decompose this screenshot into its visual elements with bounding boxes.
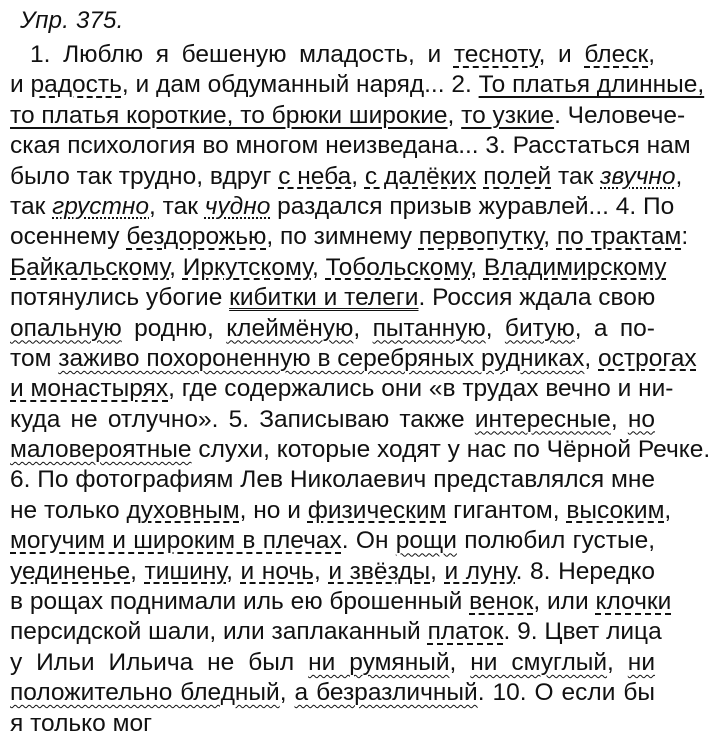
text-fragment: и: [10, 71, 31, 99]
text-fragment: . 8. Нередко: [515, 557, 656, 585]
text-fragment: не только: [10, 496, 127, 524]
text-fragment: полюбил густые,: [456, 527, 655, 555]
text-fragment: ,: [353, 314, 373, 342]
text-line: [10, 557, 655, 587]
underlined-fragment: то платья короткие, то брюки широкие: [10, 101, 448, 129]
text-fragment: ская психология во многом неизведана... 3. Расстаться нам: [10, 132, 691, 160]
underlined-fragment: радость: [30, 71, 122, 99]
text-line: [10, 344, 697, 374]
text-fragment: ,: [169, 253, 183, 281]
text-fragment: , или: [533, 588, 596, 616]
underlined-fragment: высоким: [566, 496, 665, 524]
underlined-fragment: грустно: [52, 192, 150, 220]
underlined-fragment: То платья длинные,: [478, 71, 705, 99]
underlined-fragment: положительно бледный: [10, 679, 280, 707]
text-fragment: персидской шали, или заплаканный: [10, 618, 428, 646]
text-fragment: ,: [470, 253, 484, 281]
underlined-fragment: и звёзды: [328, 557, 431, 585]
underlined-fragment: опальную: [10, 314, 122, 342]
text-line: [10, 222, 689, 252]
text-fragment: родню,: [121, 314, 227, 342]
text-fragment: ,: [610, 405, 628, 433]
text-fragment: у Ильи Ильича не был: [10, 648, 309, 676]
text-line: [10, 496, 672, 526]
underlined-fragment: звучно: [600, 162, 676, 190]
text-line: [10, 314, 655, 344]
text-fragment: ,: [447, 101, 462, 129]
text-fragment: 1. Люблю я бешеную младость, и: [30, 41, 454, 68]
underlined-fragment: и ночь: [240, 557, 314, 585]
underlined-fragment: могучим и широким в плечах: [10, 527, 342, 555]
text-fragment: ,: [648, 41, 655, 68]
text-fragment: так: [551, 162, 601, 190]
text-fragment: ,: [313, 557, 329, 585]
underlined-fragment: тишину: [144, 557, 227, 585]
underlined-fragment: рощи: [395, 527, 457, 555]
underlined-fragment: физическим: [307, 496, 447, 524]
text-fragment: , и дам обдуманный наряд... 2.: [121, 71, 479, 99]
text-fragment: :: [681, 223, 689, 251]
text-fragment: так: [10, 192, 53, 220]
underlined-fragment: Байкальскому: [10, 253, 170, 281]
text-fragment: . Он: [341, 527, 396, 555]
underlined-fragment: духовным: [126, 496, 240, 524]
text-fragment: . Россия ждала свою: [418, 284, 656, 312]
text-line: [10, 283, 655, 313]
text-fragment: , а по-: [574, 314, 655, 342]
underlined-fragment: клочки: [595, 588, 672, 616]
underlined-fragment: чудно: [204, 192, 271, 220]
underlined-fragment: и луну: [444, 557, 516, 585]
underlined-fragment: а безразличный: [294, 679, 478, 707]
text-line: [10, 253, 667, 283]
text-fragment: потянулись убогие: [10, 284, 230, 312]
underlined-fragment: маловероятные: [10, 436, 192, 464]
underlined-fragment: платок: [427, 618, 504, 646]
text-line: [10, 617, 662, 647]
text-fragment: . 9. Цвет лица: [503, 618, 662, 646]
underlined-fragment: клеймёную: [226, 314, 354, 342]
exercise-text: [10, 40, 710, 739]
text-fragment: , и: [538, 41, 585, 68]
underlined-fragment: с далёких: [364, 162, 477, 190]
text-fragment: ,: [311, 253, 326, 281]
text-fragment: ,: [675, 162, 683, 190]
text-fragment: гигантом,: [446, 496, 567, 524]
text-line: [10, 70, 705, 100]
text-fragment: . 10. О если бы: [477, 679, 655, 707]
text-line: [10, 162, 683, 192]
underlined-fragment: но: [627, 405, 655, 433]
underlined-fragment: заживо похороненную в серебряных рудниках: [58, 344, 585, 372]
text-fragment: ,: [664, 496, 672, 524]
text-fragment: ,: [584, 344, 599, 372]
text-fragment: , по зимнему: [266, 223, 419, 251]
text-fragment: ,: [543, 223, 557, 251]
underlined-fragment: уединенье: [10, 557, 131, 585]
underlined-fragment: ни: [627, 648, 656, 676]
text-fragment: , где содержались они «в трудах вечно и ни-: [168, 375, 674, 403]
underlined-fragment: блеск: [584, 41, 649, 68]
text-line: [10, 192, 675, 222]
text-line: [10, 435, 710, 465]
underlined-fragment: ни румяный: [308, 648, 450, 676]
text-fragment: слухи, которые ходят у нас по Чёрной Речке.: [191, 436, 710, 464]
underlined-fragment: первопутку: [418, 223, 544, 251]
underlined-fragment: полей: [483, 162, 552, 190]
text-fragment: я только мог: [10, 709, 152, 737]
text-fragment: было так трудно, вдруг: [10, 162, 279, 190]
text-fragment: ,: [279, 679, 295, 707]
underlined-fragment: Тобольскому: [325, 253, 471, 281]
text-fragment: ,: [130, 557, 145, 585]
text-fragment: ,: [449, 648, 471, 676]
underlined-fragment: острогах: [598, 344, 697, 372]
text-line: [10, 101, 686, 131]
underlined-fragment: кибитки и телеги: [229, 284, 419, 312]
text-line: [10, 40, 655, 70]
text-fragment: раздался призыв журавлей... 4. По: [270, 192, 675, 220]
text-fragment: куда не отлучно». 5. Записываю также: [10, 405, 475, 433]
underlined-fragment: интересные: [474, 405, 611, 433]
text-fragment: ,: [485, 314, 505, 342]
text-fragment: ,: [226, 557, 241, 585]
underlined-fragment: бездорожью: [126, 223, 267, 251]
text-line: [10, 465, 655, 495]
text-line: [10, 709, 655, 739]
text-line: [10, 678, 655, 708]
text-fragment: осеннему: [10, 223, 127, 251]
underlined-fragment: тесноту: [453, 41, 539, 68]
text-line: [10, 648, 655, 678]
text-fragment: ,: [351, 162, 365, 190]
underlined-fragment: Иркутскому: [182, 253, 312, 281]
underlined-fragment: по трактам: [556, 223, 682, 251]
underlined-fragment: пытанную: [372, 314, 486, 342]
underlined-fragment: то узкие: [461, 101, 555, 129]
underlined-fragment: Владимирскому: [483, 253, 667, 281]
text-fragment: . Человече-: [554, 101, 686, 129]
text-line: [10, 405, 655, 435]
underlined-fragment: битую: [504, 314, 575, 342]
text-line: [10, 587, 672, 617]
underlined-fragment: венок: [469, 588, 534, 616]
underlined-fragment: с неба: [278, 162, 352, 190]
text-line: [10, 131, 691, 161]
text-line: [10, 526, 655, 556]
text-fragment: ,: [430, 557, 445, 585]
text-fragment: , но и: [239, 496, 308, 524]
underlined-fragment: и монастырях: [10, 375, 169, 403]
text-fragment: 6. По фотографиям Лев Николаевич представлялся мне: [10, 466, 655, 494]
text-fragment: , так: [149, 192, 205, 220]
text-fragment: том: [10, 344, 59, 372]
text-line: [10, 374, 674, 404]
text-fragment: в рощах поднимали иль ею брошенный: [10, 588, 470, 616]
text-fragment: ,: [607, 648, 628, 676]
exercise-title: Упр. 375.: [20, 7, 124, 34]
underlined-fragment: ни смуглый: [470, 648, 608, 676]
